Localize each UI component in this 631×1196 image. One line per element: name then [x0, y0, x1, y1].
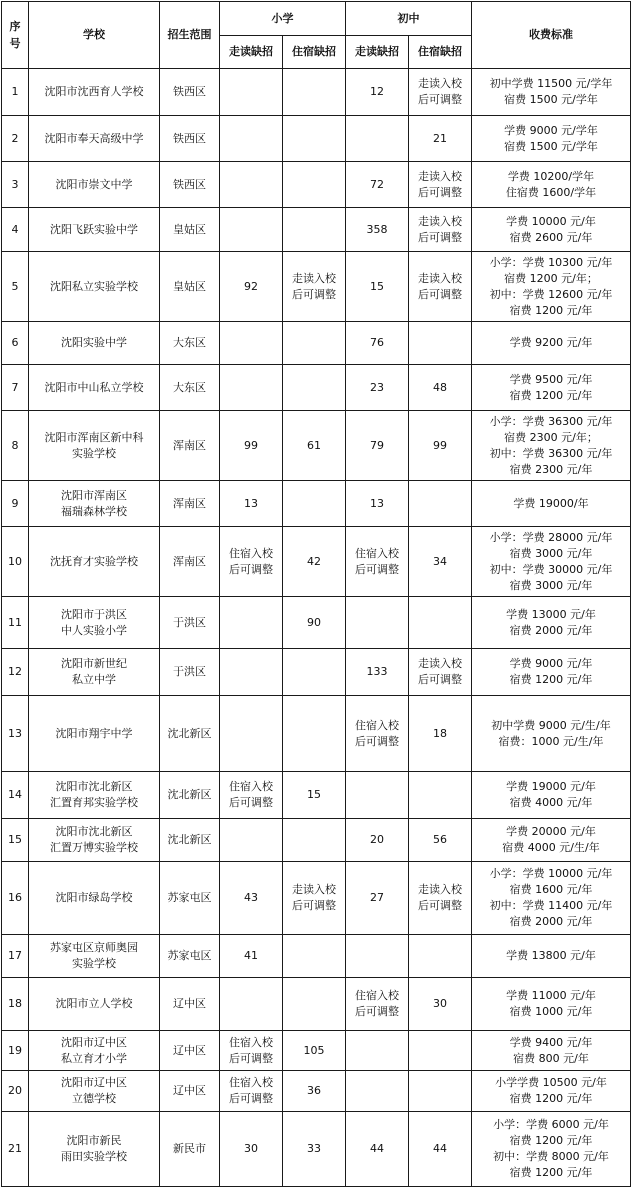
- junior-walk-vacancy: 15: [346, 252, 409, 322]
- row-number: 14: [2, 772, 29, 819]
- primary-walk-vacancy: [220, 696, 283, 772]
- primary-walk-vacancy: [220, 162, 283, 208]
- table-row: [2, 978, 631, 1031]
- enrollment-area: 大东区: [160, 322, 220, 365]
- enrollment-area: 沈北新区: [160, 819, 220, 862]
- junior-board-vacancy: 18: [409, 696, 472, 772]
- primary-board-vacancy: [283, 322, 346, 365]
- enrollment-area: 苏家屯区: [160, 862, 220, 935]
- table-row: [2, 597, 631, 649]
- junior-board-vacancy: 34: [409, 527, 472, 597]
- school-name: 沈阳市中山私立学校: [29, 365, 160, 411]
- junior-walk-vacancy: 住宿入校 后可调整: [346, 978, 409, 1031]
- primary-board-vacancy: [283, 365, 346, 411]
- school-name: 沈阳市崇文中学: [29, 162, 160, 208]
- header-junior-walk: 走读缺招: [346, 36, 409, 69]
- enrollment-table: [1, 1, 631, 1187]
- fee-standard: 小学：学费 6000 元/年 宿费 1200 元/年 初中：学费 8000 元/年 宿费 1200 元/年: [472, 1112, 631, 1187]
- header-school: 学校: [29, 2, 160, 69]
- primary-walk-vacancy: [220, 322, 283, 365]
- row-number: 19: [2, 1031, 29, 1071]
- row-number: 21: [2, 1112, 29, 1187]
- primary-walk-vacancy: 43: [220, 862, 283, 935]
- junior-walk-vacancy: 20: [346, 819, 409, 862]
- primary-walk-vacancy: 41: [220, 935, 283, 978]
- fee-standard: 初中学费 9000 元/生/年 宿费：1000 元/生/年: [472, 696, 631, 772]
- enrollment-area: 辽中区: [160, 1031, 220, 1071]
- junior-walk-vacancy: 44: [346, 1112, 409, 1187]
- enrollment-area: 沈北新区: [160, 696, 220, 772]
- table-row: [2, 772, 631, 819]
- fee-standard: 学费 10000 元/年 宿费 2600 元/年: [472, 208, 631, 252]
- row-number: 9: [2, 481, 29, 527]
- fee-standard: 小学学费 10500 元/年 宿费 1200 元/年: [472, 1071, 631, 1112]
- table-row: [2, 1112, 631, 1187]
- table-row: [2, 862, 631, 935]
- junior-board-vacancy: 走读入校 后可调整: [409, 862, 472, 935]
- junior-board-vacancy: 走读入校 后可调整: [409, 252, 472, 322]
- fee-standard: 学费 11000 元/年 宿费 1000 元/年: [472, 978, 631, 1031]
- primary-walk-vacancy: 92: [220, 252, 283, 322]
- row-number: 12: [2, 649, 29, 696]
- school-name: 沈阳市沈北新区 汇置万博实验学校: [29, 819, 160, 862]
- primary-board-vacancy: [283, 69, 346, 116]
- junior-board-vacancy: 21: [409, 116, 472, 162]
- row-number: 13: [2, 696, 29, 772]
- enrollment-area: 于洪区: [160, 597, 220, 649]
- row-number: 2: [2, 116, 29, 162]
- primary-board-vacancy: 42: [283, 527, 346, 597]
- enrollment-area: 辽中区: [160, 978, 220, 1031]
- row-number: 5: [2, 252, 29, 322]
- junior-walk-vacancy: [346, 1031, 409, 1071]
- junior-walk-vacancy: 133: [346, 649, 409, 696]
- junior-walk-vacancy: 12: [346, 69, 409, 116]
- junior-board-vacancy: 走读入校 后可调整: [409, 162, 472, 208]
- table-row: [2, 69, 631, 116]
- table-row: [2, 935, 631, 978]
- school-name: 沈阳市翔宇中学: [29, 696, 160, 772]
- table-row: [2, 411, 631, 481]
- row-number: 18: [2, 978, 29, 1031]
- enrollment-area: 铁西区: [160, 116, 220, 162]
- school-name: 沈阳市新民 雨田实验学校: [29, 1112, 160, 1187]
- junior-board-vacancy: 48: [409, 365, 472, 411]
- junior-walk-vacancy: 住宿入校 后可调整: [346, 696, 409, 772]
- junior-board-vacancy: 走读入校 后可调整: [409, 208, 472, 252]
- header-fee: 收费标准: [472, 2, 631, 69]
- header-junior: 初中: [346, 2, 472, 36]
- primary-board-vacancy: [283, 208, 346, 252]
- enrollment-area: 浑南区: [160, 411, 220, 481]
- junior-board-vacancy: [409, 1031, 472, 1071]
- school-name: 沈抚育才实验学校: [29, 527, 160, 597]
- junior-board-vacancy: [409, 935, 472, 978]
- junior-board-vacancy: 44: [409, 1112, 472, 1187]
- school-name: 沈阳市奉天高级中学: [29, 116, 160, 162]
- primary-board-vacancy: 33: [283, 1112, 346, 1187]
- row-number: 4: [2, 208, 29, 252]
- row-number: 10: [2, 527, 29, 597]
- junior-board-vacancy: 走读入校 后可调整: [409, 69, 472, 116]
- enrollment-area: 于洪区: [160, 649, 220, 696]
- school-name: 沈阳市浑南区 福瑞森林学校: [29, 481, 160, 527]
- primary-walk-vacancy: [220, 597, 283, 649]
- fee-standard: 小学：学费 10300 元/年 宿费 1200 元/年； 初中：学费 12600 元/年 宿费 1200 元/年: [472, 252, 631, 322]
- school-name: 沈阳市沈北新区 汇置育邦实验学校: [29, 772, 160, 819]
- row-number: 1: [2, 69, 29, 116]
- junior-board-vacancy: [409, 481, 472, 527]
- primary-walk-vacancy: [220, 978, 283, 1031]
- primary-walk-vacancy: [220, 365, 283, 411]
- table-row: [2, 322, 631, 365]
- junior-walk-vacancy: [346, 1071, 409, 1112]
- primary-walk-vacancy: 13: [220, 481, 283, 527]
- primary-walk-vacancy: [220, 819, 283, 862]
- fee-standard: 学费 10200/学年 住宿费 1600/学年: [472, 162, 631, 208]
- header-range: 招生范围: [160, 2, 220, 69]
- enrollment-area: 浑南区: [160, 481, 220, 527]
- row-number: 15: [2, 819, 29, 862]
- fee-standard: 学费 19000 元/年 宿费 4000 元/年: [472, 772, 631, 819]
- school-name: 沈阳市绿岛学校: [29, 862, 160, 935]
- primary-board-vacancy: 36: [283, 1071, 346, 1112]
- primary-walk-vacancy: 99: [220, 411, 283, 481]
- enrollment-area: 皇姑区: [160, 252, 220, 322]
- primary-board-vacancy: 15: [283, 772, 346, 819]
- primary-board-vacancy: [283, 696, 346, 772]
- fee-standard: 学费 19000/年: [472, 481, 631, 527]
- school-name: 沈阳市辽中区 立德学校: [29, 1071, 160, 1112]
- school-name: 沈阳市浑南区新中科 实验学校: [29, 411, 160, 481]
- school-name: 沈阳市沈西育人学校: [29, 69, 160, 116]
- junior-walk-vacancy: [346, 116, 409, 162]
- primary-board-vacancy: [283, 481, 346, 527]
- row-number: 20: [2, 1071, 29, 1112]
- row-number: 7: [2, 365, 29, 411]
- row-number: 17: [2, 935, 29, 978]
- primary-board-vacancy: [283, 116, 346, 162]
- primary-walk-vacancy: [220, 69, 283, 116]
- junior-walk-vacancy: 13: [346, 481, 409, 527]
- table-row: [2, 1071, 631, 1112]
- table-row: [2, 649, 631, 696]
- junior-walk-vacancy: 76: [346, 322, 409, 365]
- primary-board-vacancy: 90: [283, 597, 346, 649]
- table-row: [2, 116, 631, 162]
- fee-standard: 学费 13000 元/年 宿费 2000 元/年: [472, 597, 631, 649]
- school-name: 苏家屯区京师奥园 实验学校: [29, 935, 160, 978]
- enrollment-area: 铁西区: [160, 69, 220, 116]
- row-number: 16: [2, 862, 29, 935]
- junior-walk-vacancy: [346, 772, 409, 819]
- junior-walk-vacancy: [346, 935, 409, 978]
- fee-standard: 学费 9200 元/年: [472, 322, 631, 365]
- fee-standard: 小学：学费 28000 元/年 宿费 3000 元/年 初中：学费 30000 元/年 宿费 3000 元/年: [472, 527, 631, 597]
- header-seq: 序号: [2, 2, 29, 69]
- fee-standard: 初中学费 11500 元/学年 宿费 1500 元/学年: [472, 69, 631, 116]
- table-row: [2, 365, 631, 411]
- school-name: 沈阳市于洪区 中人实验小学: [29, 597, 160, 649]
- junior-board-vacancy: [409, 1071, 472, 1112]
- school-name: 沈阳市立人学校: [29, 978, 160, 1031]
- enrollment-area: 皇姑区: [160, 208, 220, 252]
- school-name: 沈阳飞跃实验中学: [29, 208, 160, 252]
- enrollment-area: 大东区: [160, 365, 220, 411]
- table-row: [2, 696, 631, 772]
- table-row: [2, 252, 631, 322]
- primary-board-vacancy: 61: [283, 411, 346, 481]
- fee-standard: 小学：学费 10000 元/年 宿费 1600 元/年 初中：学费 11400 元/年 宿费 2000 元/年: [472, 862, 631, 935]
- junior-board-vacancy: 走读入校 后可调整: [409, 649, 472, 696]
- primary-walk-vacancy: 住宿入校 后可调整: [220, 1071, 283, 1112]
- table-row: [2, 162, 631, 208]
- junior-walk-vacancy: 358: [346, 208, 409, 252]
- table-row: [2, 527, 631, 597]
- primary-walk-vacancy: 住宿入校 后可调整: [220, 1031, 283, 1071]
- primary-board-vacancy: [283, 162, 346, 208]
- primary-board-vacancy: [283, 935, 346, 978]
- fee-standard: 学费 9400 元/年 宿费 800 元/年: [472, 1031, 631, 1071]
- enrollment-area: 辽中区: [160, 1071, 220, 1112]
- enrollment-area: 浑南区: [160, 527, 220, 597]
- primary-board-vacancy: [283, 649, 346, 696]
- primary-walk-vacancy: [220, 649, 283, 696]
- junior-board-vacancy: 56: [409, 819, 472, 862]
- table-row: [2, 208, 631, 252]
- junior-board-vacancy: [409, 772, 472, 819]
- header-primary: 小学: [220, 2, 346, 36]
- primary-walk-vacancy: [220, 208, 283, 252]
- junior-board-vacancy: [409, 597, 472, 649]
- school-name: 沈阳市新世纪 私立中学: [29, 649, 160, 696]
- junior-walk-vacancy: 27: [346, 862, 409, 935]
- junior-walk-vacancy: 79: [346, 411, 409, 481]
- primary-walk-vacancy: 住宿入校 后可调整: [220, 527, 283, 597]
- enrollment-area: 铁西区: [160, 162, 220, 208]
- fee-standard: 小学：学费 36300 元/年 宿费 2300 元/年； 初中：学费 36300 元/年 宿费 2300 元/年: [472, 411, 631, 481]
- row-number: 11: [2, 597, 29, 649]
- fee-standard: 学费 9000 元/年 宿费 1200 元/年: [472, 649, 631, 696]
- junior-board-vacancy: 99: [409, 411, 472, 481]
- primary-walk-vacancy: 30: [220, 1112, 283, 1187]
- table-row: [2, 481, 631, 527]
- enrollment-area: 沈北新区: [160, 772, 220, 819]
- junior-walk-vacancy: [346, 597, 409, 649]
- fee-standard: 学费 9000 元/学年 宿费 1500 元/学年: [472, 116, 631, 162]
- fee-standard: 学费 13800 元/年: [472, 935, 631, 978]
- header-primary-walk: 走读缺招: [220, 36, 283, 69]
- primary-board-vacancy: 105: [283, 1031, 346, 1071]
- fee-standard: 学费 9500 元/年 宿费 1200 元/年: [472, 365, 631, 411]
- junior-walk-vacancy: 23: [346, 365, 409, 411]
- header-junior-board: 住宿缺招: [409, 36, 472, 69]
- table-body: [2, 69, 631, 1187]
- primary-board-vacancy: 走读入校 后可调整: [283, 862, 346, 935]
- header-row-1: [2, 2, 631, 36]
- row-number: 6: [2, 322, 29, 365]
- school-name: 沈阳实验中学: [29, 322, 160, 365]
- junior-board-vacancy: [409, 322, 472, 365]
- primary-board-vacancy: 走读入校 后可调整: [283, 252, 346, 322]
- junior-walk-vacancy: 住宿入校 后可调整: [346, 527, 409, 597]
- table-row: [2, 1031, 631, 1071]
- enrollment-area: 新民市: [160, 1112, 220, 1187]
- school-name: 沈阳市辽中区 私立育才小学: [29, 1031, 160, 1071]
- header-primary-board: 住宿缺招: [283, 36, 346, 69]
- enrollment-area: 苏家屯区: [160, 935, 220, 978]
- primary-walk-vacancy: [220, 116, 283, 162]
- junior-walk-vacancy: 72: [346, 162, 409, 208]
- primary-board-vacancy: [283, 819, 346, 862]
- table-row: [2, 819, 631, 862]
- school-name: 沈阳私立实验学校: [29, 252, 160, 322]
- junior-board-vacancy: 30: [409, 978, 472, 1031]
- row-number: 8: [2, 411, 29, 481]
- row-number: 3: [2, 162, 29, 208]
- primary-walk-vacancy: 住宿入校 后可调整: [220, 772, 283, 819]
- fee-standard: 学费 20000 元/年 宿费 4000 元/生/年: [472, 819, 631, 862]
- primary-board-vacancy: [283, 978, 346, 1031]
